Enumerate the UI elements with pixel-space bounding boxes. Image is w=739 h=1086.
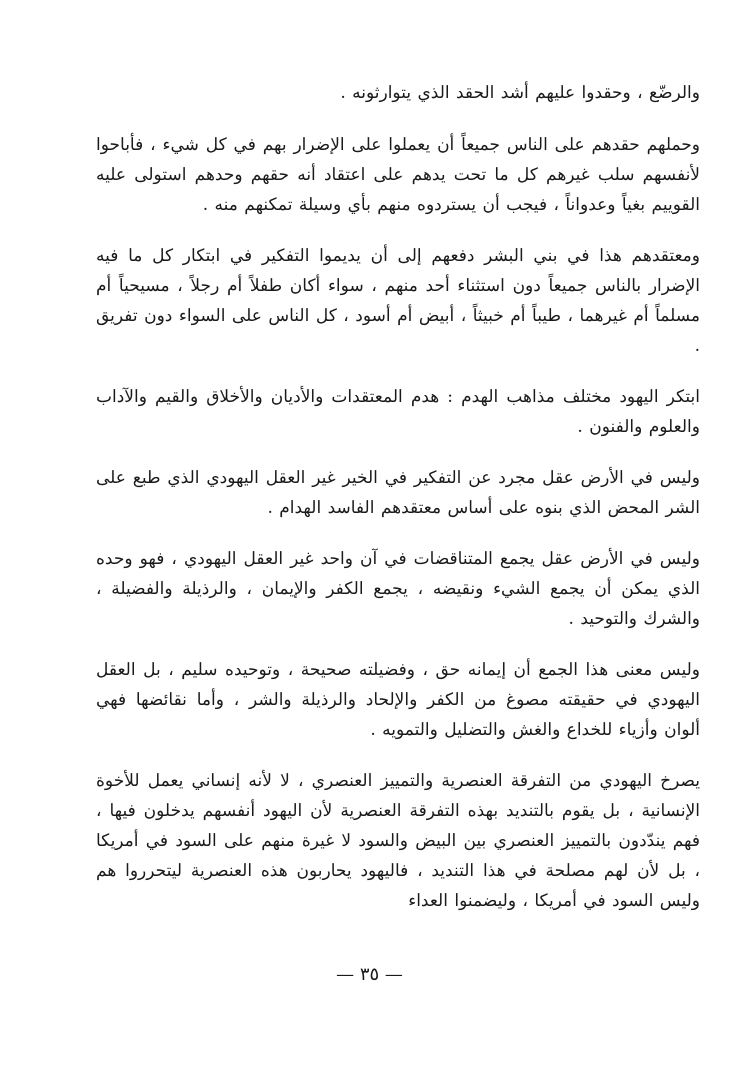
paragraph: وليس في الأرض عقل مجرد عن التفكير في الخير غير العقل اليهودي الذي طبع على الشر المحض الذي بنوه على أساس معتقدهم الفاسد الهدام . [96,468,700,518]
paragraph: والرضّع ، وحقدوا عليهم أشد الحقد الذي يتوارثونه . [340,83,700,103]
body-text [96,78,700,937]
paragraph: وليس في الأرض عقل يجمع المتناقضات في آن واحد غير العقل اليهودي ، فهو وحده الذي يمكن أن يجمع الشيء ونقيضه ، يجمع الكفر والإيمان ، والرذيلة والفضيلة ، والشرك والتوحيد . [96,549,700,629]
page-number: — ٣٥ — [336,964,403,985]
paragraph: ومعتقدهم هذا في بني البشر دفعهم إلى أن يديموا التفكير في ابتكار كل ما فيه الإضرار بالناس جميعاً دون استثناء أحد منهم ، سواء أكان طفلاً أم رجلاً ، مسيحياً أم مسلماً أم غيرهما ، طيباً أم خبيثاً ، أبيض أم أسود ، كل الناس على السواء دون تفريق . [96,246,700,356]
paragraph: وليس معنى هذا الجمع أن إيمانه حق ، وفضيلته صحيحة ، وتوحيده سليم ، بل العقل اليهودي في حقيقته مصوغ من الكفر والإلحاد والرذيلة والشر ، وأما نقائضها فهي ألوان وأزياء للخداع والغش والتضليل والتمويه . [96,660,700,740]
paragraph: وحملهم حقدهم على الناس جميعاً أن يعملوا على الإضرار بهم في كل شيء ، فأباحوا لأنفسهم سلب غيرهم كل ما تحت يدهم على اعتقاد أنه حقهم وحدهم استولى عليه القوييم بغياً وعدواناً ، فيجب أن يستردوه منهم بأي وسيلة تمكنهم منه . [96,135,700,215]
paragraph: يصرخ اليهودي من التفرقة العنصرية والتمييز العنصري ، لا لأنه إنساني يعمل للأخوة الإنسانية ، بل يقوم بالتنديد بهذه التفرقة العنصرية لأن اليهود أنفسهم يدخلون فيها ، فهم يندّدون بالتمييز العنصري بين البيض والسود لا غيرة منهم على السود في أمريكا ، بل لأن لهم مصلحة في هذا التنديد ، فاليهود يحاربون هذه العنصرية ليتحرروا هم وليس السود في أمريكا ، وليضمنوا العداء [96,771,700,911]
paragraph: ابتكر اليهود مختلف مذاهب الهدم : هدم المعتقدات والأديان والأخلاق والقيم والآداب والعلوم والفنون . [96,387,700,437]
